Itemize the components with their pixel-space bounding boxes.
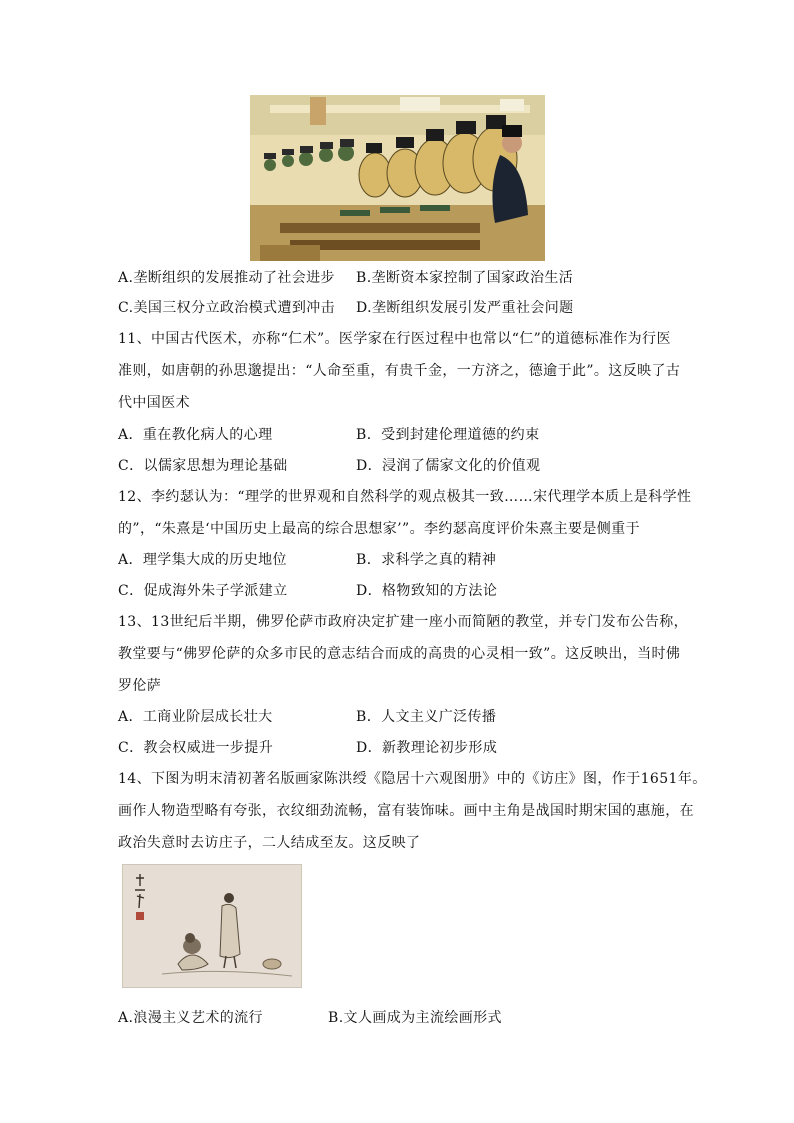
- q11-option-d: D．浸润了儒家文化的价值观: [356, 458, 541, 474]
- q11-option-c: C．以儒家思想为理论基础: [118, 458, 288, 474]
- q12-option-c: C．促成海外朱子学派建立: [118, 583, 288, 599]
- q13-stem-line1: 13、13世纪后半期，佛罗伦萨市政府决定扩建一座小而简陋的教堂，并专门发布公告称，: [118, 614, 689, 630]
- q13-option-a: A．工商业阶层成长壮大: [118, 709, 273, 725]
- q14-stem-line1: 14、下图为明末清初著名版画家陈洪绶《隐居十六观图册》中的《访庄》图，作于1651年。: [118, 771, 707, 787]
- q13-option-c: C．教会权威进一步提升: [118, 740, 274, 756]
- q11-option-b: B．受到封建伦理道德的约束: [356, 427, 540, 443]
- q11-option-a: A．重在教化病人的心理: [118, 427, 273, 443]
- q13-stem-line3: 罗伦萨: [118, 678, 162, 694]
- q10-option-d: D.垄断组织发展引发严重社会问题: [356, 300, 574, 316]
- painting-illustration: [122, 864, 302, 988]
- q13-stem-line2: 教堂要与“佛罗伦萨的众多市民的意志结合而成的高贵的心灵相一致”。这反映出，当时佛: [118, 646, 681, 662]
- q12-option-d: D．格物致知的方法论: [356, 583, 498, 599]
- q14-option-a: A.浪漫主义艺术的流行: [118, 1010, 263, 1026]
- q12-option-a: A．理学集大成的历史地位: [118, 552, 287, 568]
- q13-option-d: D．新教理论初步形成: [356, 740, 498, 756]
- q12-stem-line1: 12、李约瑟认为：“理学的世界观和自然科学的观点极其一致……宋代理学本质上是科学性: [118, 489, 692, 505]
- q12-option-b: B．求科学之真的精神: [356, 552, 497, 568]
- q10-option-a: A.垄断组织的发展推动了社会进步: [118, 270, 335, 286]
- q11-stem-line1: 11、中国古代医术，亦称“仁术”。医学家在行医过程中也常以“仁”的道德标准作为行医: [118, 331, 671, 347]
- q14-option-b: B.文人画成为主流绘画形式: [328, 1010, 502, 1026]
- q14-stem-line2: 画作人物造型略有夸张，衣纹细劲流畅，富有装饰味。画中主角是战国时期宋国的惠施，在: [118, 803, 694, 819]
- q11-stem-line2: 准则，如唐朝的孙思邈提出：“人命至重，有贵千金，一方济之，德逾于此”。这反映了古: [118, 363, 681, 379]
- q13-option-b: B．人文主义广泛传播: [356, 709, 497, 725]
- q11-stem-line3: 代中国医术: [118, 395, 190, 411]
- q10-option-c: C.美国三权分立政治模式遭到冲击: [118, 300, 336, 316]
- q10-option-b: B.垄断资本家控制了国家政治生活: [356, 270, 574, 286]
- q12-stem-line2: 的”，“朱熹是‘中国历史上最高的综合思想家’”。李约瑟高度评价朱熹主要是侧重于: [118, 521, 640, 537]
- q14-stem-line3: 政治失意时去访庄子，二人结成至友。这反映了: [118, 835, 421, 851]
- cartoon-illustration: [250, 95, 545, 261]
